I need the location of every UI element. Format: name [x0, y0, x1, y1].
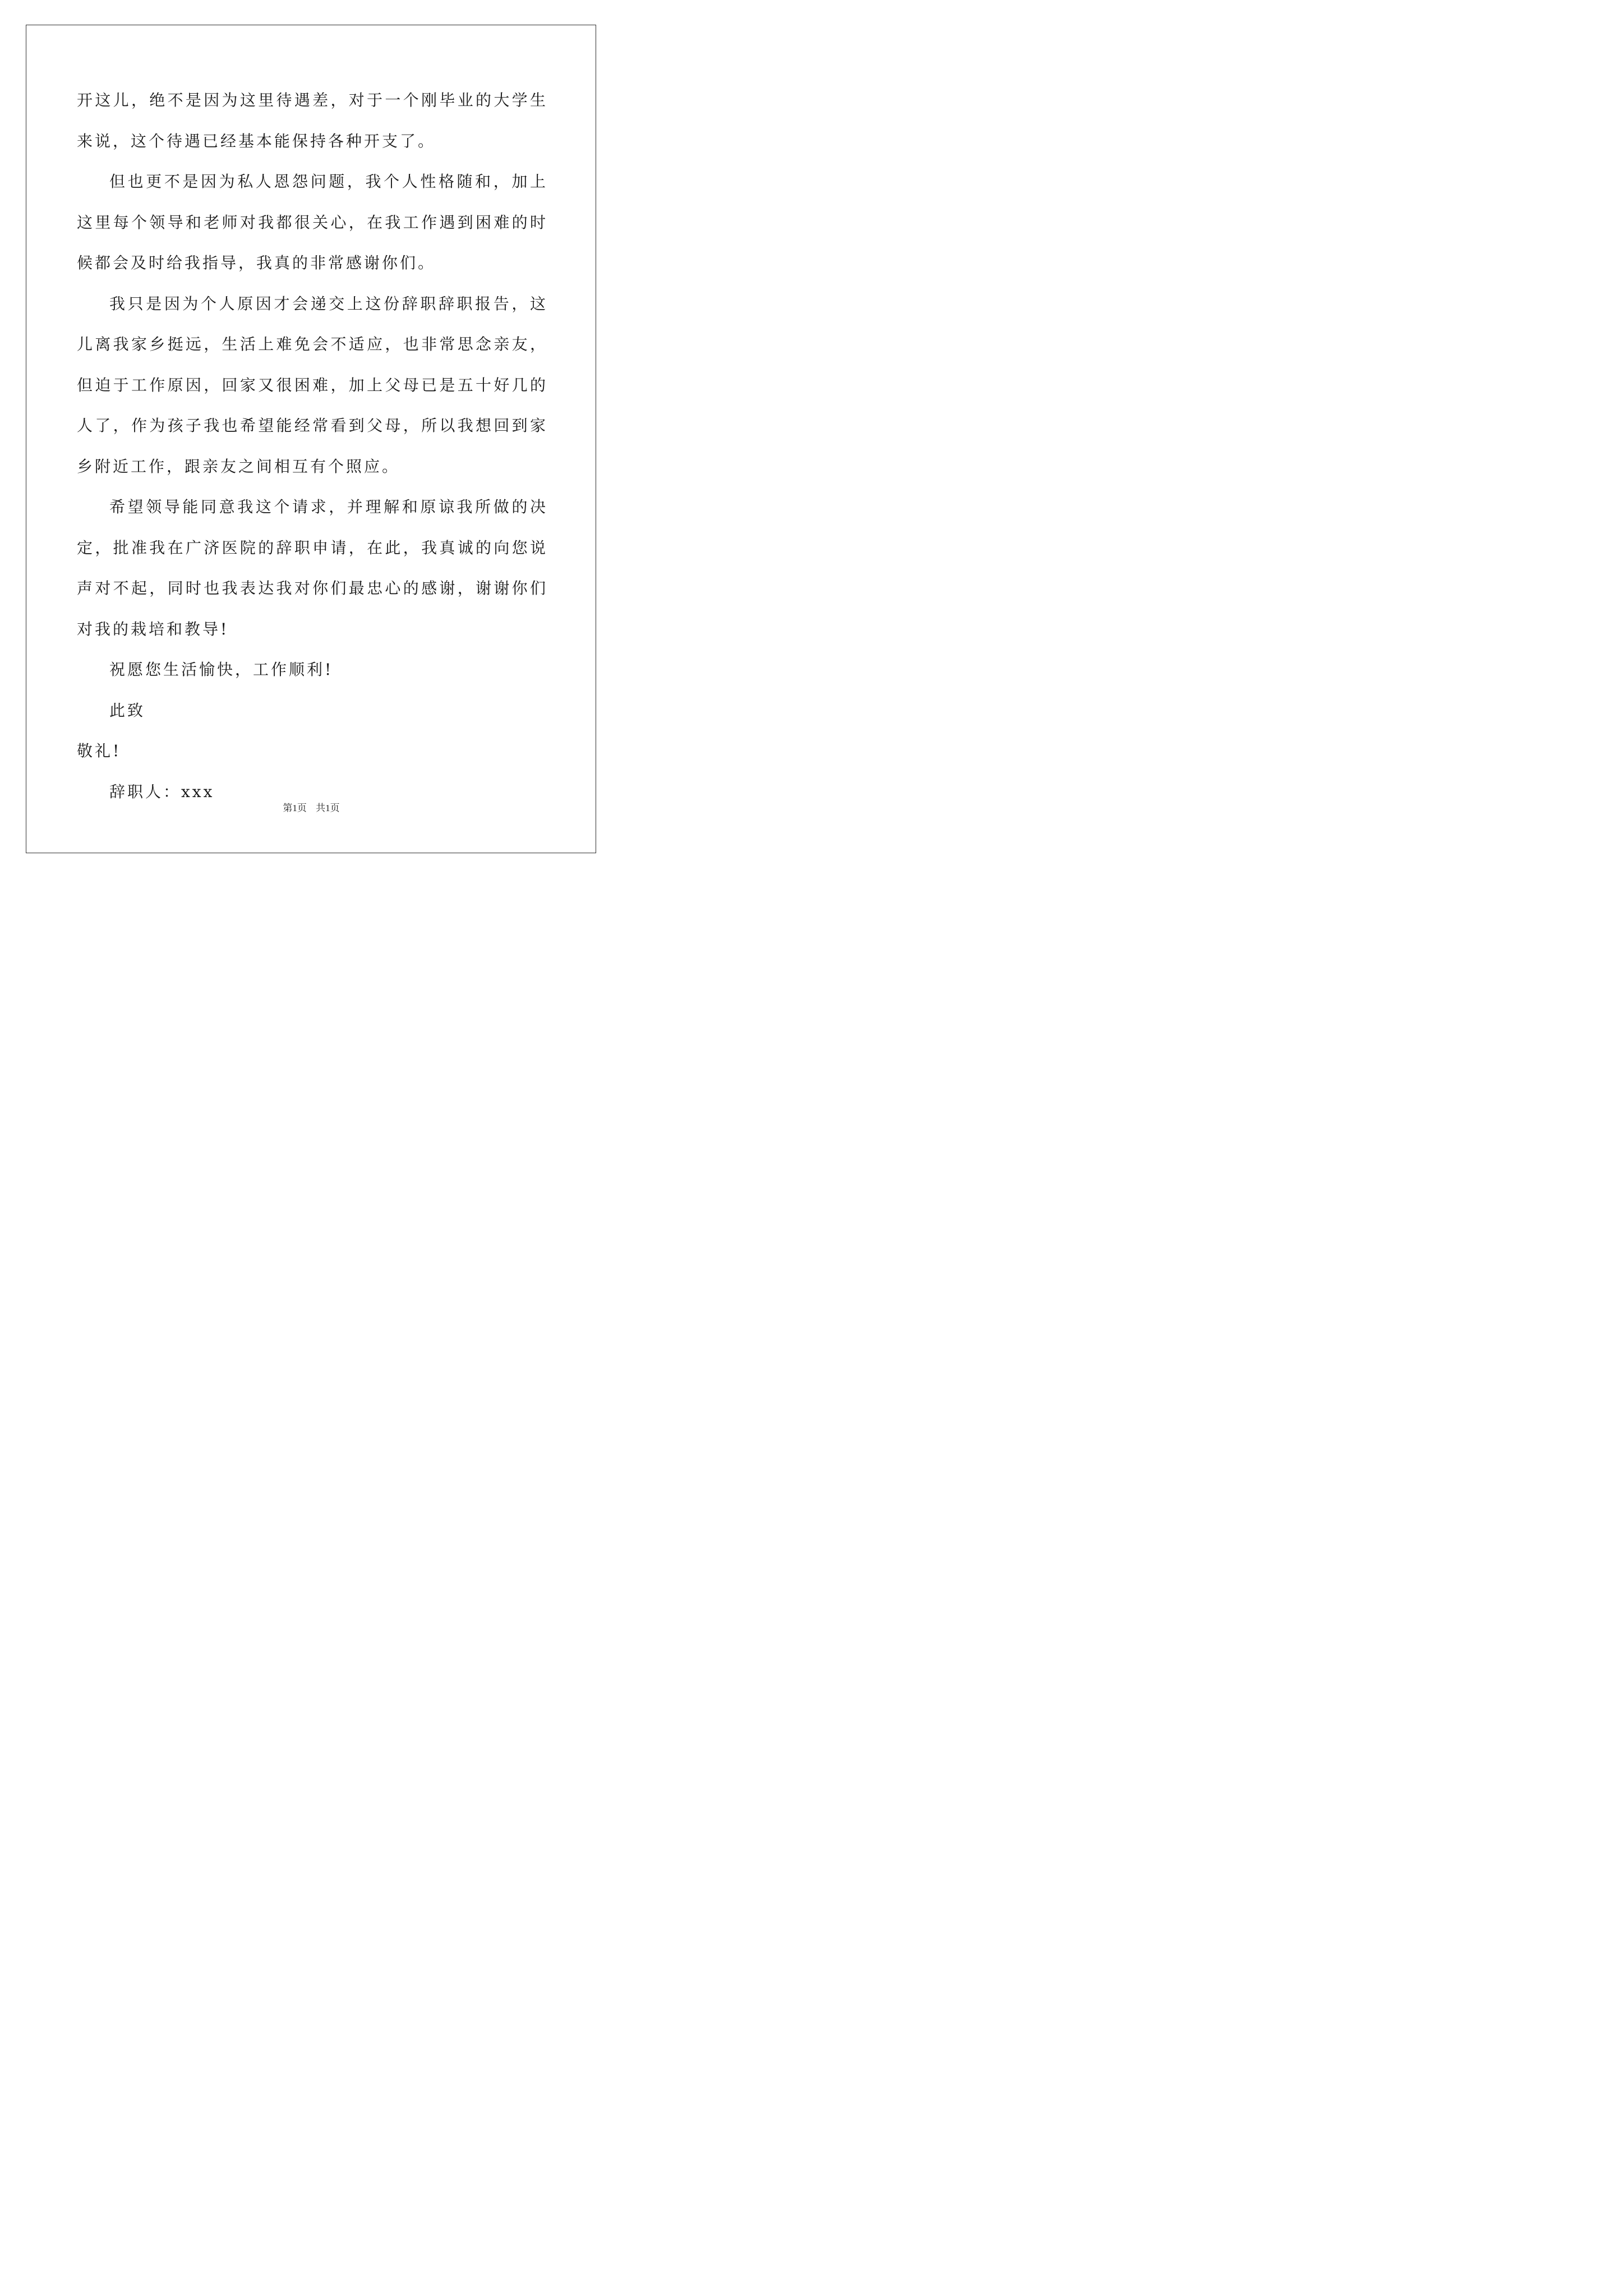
letter-body	[77, 80, 548, 812]
signature-line: 辞职人：xxx	[109, 782, 215, 801]
paragraph-continuation: 开这儿，绝不是因为这里待遇差，对于一个刚毕业的大学生来说，这个待遇已经基本能保持各种开支了。	[77, 91, 548, 150]
closing-jingli: 敬礼!	[77, 742, 122, 760]
paragraph-reason-not-personal: 但也更不是因为私人恩怨问题，我个人性格随和，加上这里每个领导和老师对我都很关心，在我工作遇到困难的时候都会及时给我指导，我真的非常感谢你们。	[77, 172, 548, 272]
page-number-total: 共1页	[316, 803, 340, 813]
page-number-current: 第1页	[283, 803, 307, 813]
closing-cizhi: 此致	[109, 701, 146, 720]
page-footer	[0, 800, 623, 814]
paragraph-request: 希望领导能同意我这个请求，并理解和原谅我所做的决定，批准我在广济医院的辞职申请，在此，我真诚的向您说声对不起，同时也我表达我对你们最忠心的感谢，谢谢你们对我的栽培和教导!	[77, 498, 548, 638]
closing-wish: 祝愿您生活愉快，工作顺利!	[109, 660, 334, 679]
paragraph-personal-reason: 我只是因为个人原因才会递交上这份辞职辞职报告，这儿离我家乡挺远，生活上难免会不适应，也非常思念亲友，但迫于工作原因，回家又很困难，加上父母已是五十好几的人了，作为孩子我也希望能经常看到父母，所以我想回到家乡附近工作，跟亲友之间相互有个照应。	[77, 294, 548, 476]
